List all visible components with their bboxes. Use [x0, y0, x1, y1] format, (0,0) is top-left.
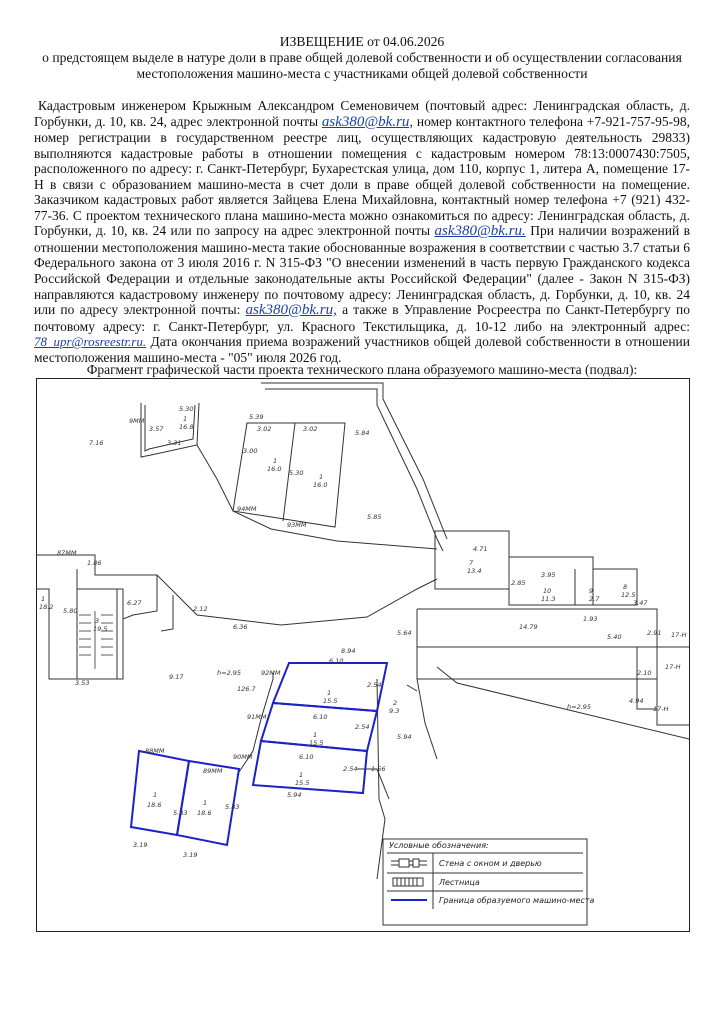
label-dim: 3.19 [133, 841, 148, 849]
wall-stair-room [77, 569, 123, 679]
label-area: 126.7 [237, 685, 256, 693]
label-dim: 14.79 [519, 623, 538, 631]
label-room-no: 1 [273, 457, 278, 465]
email-link-3[interactable]: ask380@bk.ru, [245, 302, 337, 319]
label-dim: 5.84 [355, 429, 370, 437]
label-room-no: 9 [589, 587, 594, 595]
label-space-no: 1 [313, 731, 318, 739]
label-space-id: 91ММ [247, 713, 267, 721]
label-dim: 5.94 [397, 733, 412, 741]
label-dim: 3.53 [75, 679, 90, 687]
wall-lower-left [123, 575, 157, 619]
body-text-5: Дата окончания приема возражений участников общей долевой собственности в отношении местоположения машино-места - "05" июля 2026 год. [34, 334, 690, 365]
label-dim: 5.30 [289, 469, 304, 477]
label-space-id: 88ММ [145, 747, 165, 755]
legend-title: Условные обозначения: [389, 841, 489, 850]
label-room-no: 2 [393, 699, 398, 707]
legend-wall-label: Стена с окном и дверью [439, 859, 542, 868]
wall-center-diagonal [197, 445, 437, 549]
label-dim: 6.10 [299, 753, 314, 761]
label-area: 16.0 [313, 481, 328, 489]
floor-plan [37, 379, 689, 931]
label-dim: 3.31 [167, 439, 182, 447]
label-dim: 2.10 [637, 669, 652, 677]
label-space-area: 15.5 [295, 779, 310, 787]
label-dim: 3.02 [303, 425, 318, 433]
label-dim: 3.00 [243, 447, 258, 455]
label-dim: 5.94 [287, 791, 302, 799]
body-text-2: номер контактного телефона +7-921-757-95-98, номер регистрации в государственном реестре лиц, осуществляющих кадастровую деятельность 29833) выполняются кадастровые работы в отношении помещения с кадастровым номером 78:13:0007430:7505, расположенного по адресу: г. Санкт-Петербург, Бухарестская улица, дом 110, корпус 1, литера А, помещение 17-Н в связи с образованием машино-места в счет доли в праве общей долевой собственности на помещение. Заказчиком кадастровых работ является Зайцева Елена Михайловна, контактный номер телефона +7 (921) 432-77-36. С проектом технического плана машино-места можно ознакомиться по адресу: Ленинградская область, д. Горбунки, д. 10, кв. 24 или по запросу на адрес электронной почты [34, 113, 691, 239]
label-dim: 9.17 [169, 673, 184, 681]
label-area: 16.0 [267, 465, 282, 473]
label-dim: 1.93 [583, 615, 598, 623]
label-dim: 5.64 [397, 629, 412, 637]
label-room-id: 17-Н [671, 631, 687, 639]
label-space-no: 1 [299, 771, 304, 779]
label-room-no: 1 [183, 415, 188, 423]
body-text-1: Кадастровым инженером Крыжным Александром Семеновичем (почтовый адрес: Ленинградская область, д. Горбунки, д. 10, кв. 24, адрес электронной почты [34, 98, 690, 129]
label-space-id: 90ММ [233, 753, 253, 761]
parking-borders [131, 663, 387, 845]
legend-stairs-label: Лестница [439, 878, 480, 887]
notice-body [34, 98, 690, 365]
wall-diagonal-lower [437, 667, 689, 739]
label-room-no: 10 [543, 587, 552, 595]
label-dim: 8.94 [341, 647, 356, 655]
parking-border-88 [131, 751, 189, 835]
wall-lower-small [357, 769, 389, 799]
label-dim: 3.19 [183, 851, 198, 859]
wall-right-column [417, 609, 437, 759]
label-dim: 2.54 [343, 765, 358, 773]
label-dim: 5.83 [173, 809, 188, 817]
label-dim: 4.94 [629, 697, 644, 705]
plan-walls [37, 383, 689, 879]
staircase-box [77, 589, 117, 679]
label-space-id: 89ММ [203, 767, 223, 775]
notice-subtitle-1: о предстоящем выделе в натуре доли в праве общей долевой собственности и об осуществлении согласования [42, 50, 682, 65]
label-room-no: 1 [41, 595, 46, 603]
plan-caption: Фрагмент графической части проекта технического плана образуемого машино-места (подвал): [86, 362, 638, 377]
label-room-no: 1 [319, 473, 324, 481]
label-room-id: 94ММ [237, 505, 257, 513]
label-area: 2.7 [589, 595, 600, 603]
label-dim: 5.80 [63, 607, 78, 615]
wall-room-8-box [593, 569, 637, 605]
label-area: 12.5 [621, 591, 636, 599]
rosreestr-email-link[interactable]: 78_upr@rosreestr.ru. [34, 334, 147, 350]
label-height: h=2.95 [217, 669, 242, 677]
label-room-id: 93ММ [287, 521, 307, 529]
label-dim: 1.86 [87, 559, 102, 567]
label-space-no: 1 [327, 689, 332, 697]
label-dim: 3.95 [541, 571, 556, 579]
notice-subtitle-2: местоположения машино-места с участниками общей долевой собственности [136, 66, 588, 81]
wall-stair-corridor [161, 595, 173, 631]
label-room-no: 8 [623, 583, 628, 591]
label-dim: 1.56 [371, 765, 386, 773]
label-dim: 2.85 [511, 579, 526, 587]
label-dim: 7.16 [89, 439, 104, 447]
label-space-area: 18.6 [197, 809, 212, 817]
label-space-id: 92ММ [261, 669, 281, 677]
staircase [77, 589, 117, 679]
label-dim: 2.12 [193, 605, 208, 613]
label-height: h=2.95 [567, 703, 592, 711]
label-area: 16.8 [179, 423, 194, 431]
label-area: 11.3 [541, 595, 556, 603]
label-room-no: 7 [469, 559, 474, 567]
legend [383, 839, 595, 925]
label-dim: 5.30 [179, 405, 194, 413]
label-dim: 3.57 [149, 425, 164, 433]
wall-top-right-outer [261, 383, 447, 539]
floor-plan-frame [36, 378, 690, 932]
label-room-no: 3 [95, 617, 100, 625]
notice-header [40, 34, 684, 82]
label-dim: 5.85 [367, 513, 382, 521]
legend-box [383, 839, 587, 925]
label-space-area: 15.5 [323, 697, 338, 705]
label-dim: 6.10 [329, 657, 344, 665]
label-dim: 2.91 [647, 629, 662, 637]
legend-border-label: Граница образуемого машино-места [439, 896, 595, 905]
body-text-3: При наличии возражений в отношении местоположения машино-места такие обоснованные возражения в соответствии с частью 3.7 статьи 6 Федерального закона от 3 июля 2016 г. N 315-ФЗ "О внесении изменений в часть первую Гражданского кодекса Российской Федерации и отдельные законодательные акты Российской Федерации" (далее - Закон N 315-ФЗ) направляются кадастровому инженеру по почтовому адресу: Ленинградская область, д. Горбунки, д. 10, кв. 24 или по адресу электронной почты: [34, 223, 690, 318]
body-text-4: а также в Управление Росреестра по Санкт-Петербургу по почтовому адресу: г. Санкт-Петербург, ул. Красного Текстильщика, д. 10-12 либо на электронный адрес: [34, 302, 691, 334]
label-dim: 6.10 [313, 713, 328, 721]
notice-title: ИЗВЕЩЕНИЕ от 04.06.2026 [279, 34, 445, 49]
label-dim: 2.54 [355, 723, 370, 731]
label-dim: 5.40 [607, 633, 622, 641]
label-dim: 3.02 [257, 425, 272, 433]
label-space-no: 1 [203, 799, 208, 807]
label-room-id: 17-Н [665, 663, 681, 671]
label-space-area: 15.5 [309, 739, 324, 747]
label-dim: 5.39 [249, 413, 264, 421]
label-room-id: 17-Н [653, 705, 669, 713]
label-dim: 6.27 [127, 599, 142, 607]
label-area: 9.3 [389, 707, 400, 715]
label-room-id: 9ММ [129, 417, 145, 425]
label-space-no: 1 [153, 791, 158, 799]
label-area: 18.2 [39, 603, 54, 611]
wall-small-a [407, 685, 417, 691]
label-dim: 5.83 [225, 803, 240, 811]
label-dim: 4.71 [473, 545, 488, 553]
label-dim: 3.47 [633, 599, 648, 607]
label-space-area: 18.6 [147, 801, 162, 809]
label-area: 19.5 [93, 625, 108, 633]
label-dim: 2.54 [367, 681, 382, 689]
label-room-id: 87ММ [57, 549, 77, 557]
label-area: 13.4 [467, 567, 482, 575]
label-dim: 6.36 [233, 623, 248, 631]
email-link-1[interactable]: ask380@bk.ru, [321, 113, 414, 130]
email-link-2[interactable]: ask380@bk.ru. [434, 223, 526, 240]
